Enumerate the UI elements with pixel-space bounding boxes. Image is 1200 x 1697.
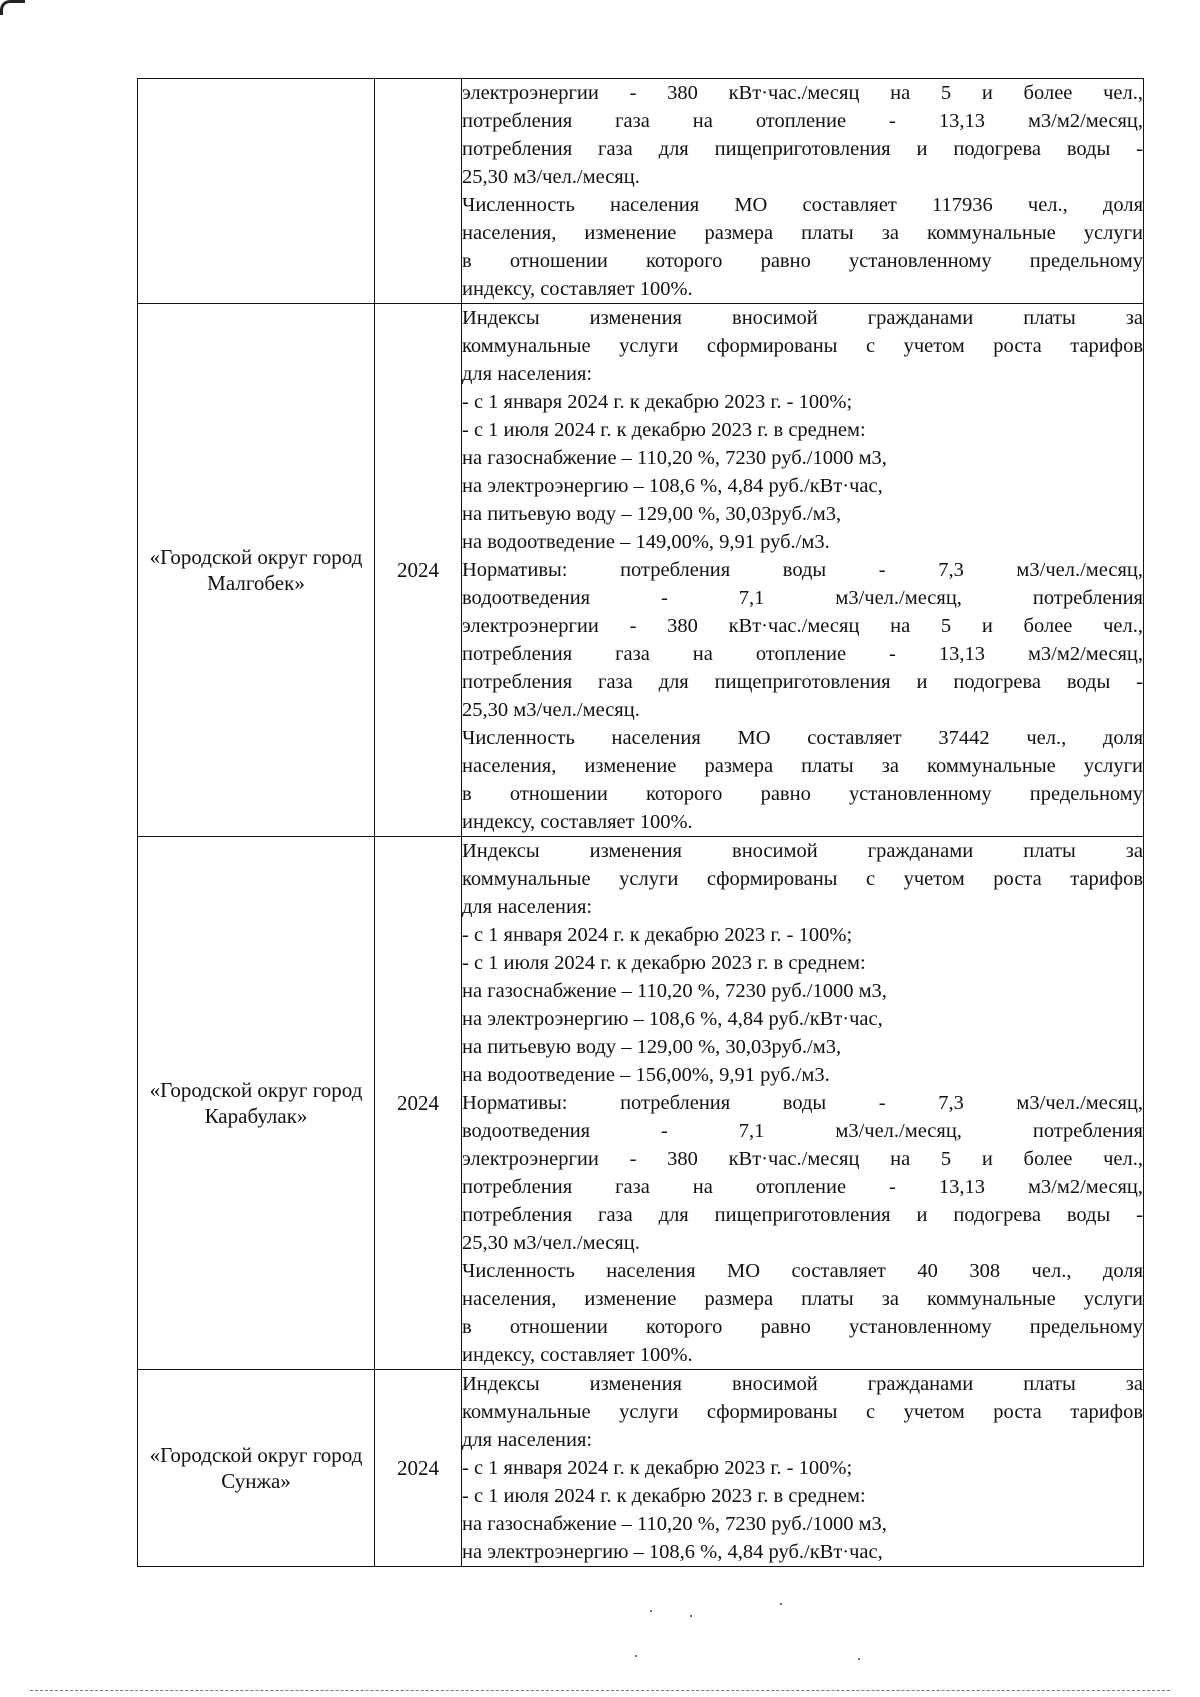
description-line: на газоснабжение – 110,20 %, 7230 руб./1000 м3, [462, 980, 887, 1002]
description-line: 25,30 м3/чел./месяц. [462, 1232, 640, 1254]
description-line: Индексы изменения вносимой гражданами платы за [462, 307, 1143, 329]
description-line: потребления газа на отопление - 13,13 м3/м2/месяц, [462, 1176, 1143, 1198]
description-line: на электроэнергию – 108,6 %, 4,84 руб./кВт·час, [462, 1008, 883, 1030]
description-line: Индексы изменения вносимой гражданами платы за [462, 1373, 1143, 1395]
description-line: на электроэнергию – 108,6 %, 4,84 руб./кВт·час, [462, 475, 883, 497]
municipality-cell [138, 79, 375, 304]
description-line: индексу, составляет 100%. [462, 811, 693, 833]
table-row [138, 304, 1144, 837]
tariff-index-table [137, 78, 1144, 1567]
description-line: электроэнергии - 380 кВт·час./месяц на 5 и более чел., [462, 615, 1143, 637]
description-line: коммунальные услуги сформированы с учетом роста тарифов [462, 1401, 1143, 1423]
description-line: Численность населения МО составляет 40 308 чел., доля [462, 1260, 1143, 1282]
description-line: для населения: [462, 363, 593, 385]
description-line: потребления газа для пищеприготовления и подогрева воды - [462, 138, 1143, 160]
scan-edge-line [30, 1690, 1170, 1691]
description-line: коммунальные услуги сформированы с учетом роста тарифов [462, 868, 1143, 890]
description-line: в отношении которого равно установленному предельному [462, 250, 1143, 272]
municipality-cell: «Городской округ город Малгобек» [138, 304, 375, 837]
description-line: индексу, составляет 100%. [462, 278, 693, 300]
municipality-cell: «Городской округ город Сунжа» [138, 1370, 375, 1567]
description-line: в отношении которого равно установленному предельному [462, 783, 1143, 805]
description-line: - с 1 июля 2024 г. к декабрю 2023 г. в среднем: [462, 419, 866, 441]
year-cell [375, 79, 462, 304]
municipality-cell: «Городской округ город Карабулак» [138, 837, 375, 1370]
table-row [138, 79, 1144, 304]
description-line: - с 1 июля 2024 г. к декабрю 2023 г. в среднем: [462, 952, 866, 974]
scan-speck [650, 1610, 652, 1612]
scan-speck [858, 1658, 860, 1660]
table-row [138, 837, 1144, 1370]
description-line: водоотведения - 7,1 м3/чел./месяц, потребления [462, 1120, 1143, 1142]
year-cell: 2024 [375, 1370, 462, 1567]
description-line: Численность населения МО составляет 117936 чел., доля [462, 194, 1143, 216]
description-line: Численность населения МО составляет 37442 чел., доля [462, 727, 1143, 749]
description-line: 25,30 м3/чел./месяц. [462, 166, 640, 188]
year-cell: 2024 [375, 304, 462, 837]
description-line: на питьевую воду – 129,00 %, 30,03руб./м3, [462, 1036, 842, 1058]
description-line: на электроэнергию – 108,6 %, 4,84 руб./кВт·час, [462, 1541, 883, 1563]
description-line: потребления газа на отопление - 13,13 м3/м2/месяц, [462, 643, 1143, 665]
description-cell [462, 1370, 1144, 1567]
description-line: 25,30 м3/чел./месяц. [462, 699, 640, 721]
description-line: на газоснабжение – 110,20 %, 7230 руб./1000 м3, [462, 1513, 887, 1535]
description-line: населения, изменение размера платы за коммунальные услуги [462, 222, 1143, 244]
scan-corner-mark [0, 0, 25, 15]
scan-speck [690, 1615, 692, 1617]
description-cell [462, 837, 1144, 1370]
description-line: - с 1 января 2024 г. к декабрю 2023 г. - 100%; [462, 391, 853, 413]
scan-speck [635, 1655, 637, 1657]
description-line: населения, изменение размера платы за коммунальные услуги [462, 755, 1143, 777]
description-line: для населения: [462, 896, 593, 918]
description-line: водоотведения - 7,1 м3/чел./месяц, потребления [462, 587, 1143, 609]
description-line: Индексы изменения вносимой гражданами платы за [462, 840, 1143, 862]
description-line: Нормативы: потребления воды - 7,3 м3/чел./месяц, [462, 1092, 1143, 1114]
description-line: коммунальные услуги сформированы с учетом роста тарифов [462, 335, 1143, 357]
description-line: населения, изменение размера платы за коммунальные услуги [462, 1288, 1143, 1310]
description-line: потребления газа на отопление - 13,13 м3/м2/месяц, [462, 110, 1143, 132]
description-line: индексу, составляет 100%. [462, 1344, 693, 1366]
description-cell [462, 304, 1144, 837]
description-line: потребления газа для пищеприготовления и подогрева воды - [462, 1204, 1143, 1226]
description-line: на водоотведение – 149,00%, 9,91 руб./м3. [462, 531, 830, 553]
description-line: в отношении которого равно установленному предельному [462, 1316, 1143, 1338]
description-line: на водоотведение – 156,00%, 9,91 руб./м3. [462, 1064, 830, 1086]
description-line: - с 1 января 2024 г. к декабрю 2023 г. - 100%; [462, 1457, 853, 1479]
description-line: для населения: [462, 1429, 593, 1451]
description-line: - с 1 января 2024 г. к декабрю 2023 г. - 100%; [462, 924, 853, 946]
description-line: электроэнергии - 380 кВт·час./месяц на 5 и более чел., [462, 1148, 1143, 1170]
description-line: - с 1 июля 2024 г. к декабрю 2023 г. в среднем: [462, 1485, 866, 1507]
description-line: на питьевую воду – 129,00 %, 30,03руб./м3, [462, 503, 842, 525]
description-line: электроэнергии - 380 кВт·час./месяц на 5 и более чел., [462, 82, 1143, 104]
year-cell: 2024 [375, 837, 462, 1370]
description-line: Нормативы: потребления воды - 7,3 м3/чел./месяц, [462, 559, 1143, 581]
description-line: потребления газа для пищеприготовления и подогрева воды - [462, 671, 1143, 693]
description-cell [462, 79, 1144, 304]
description-line: на газоснабжение – 110,20 %, 7230 руб./1000 м3, [462, 447, 887, 469]
scan-speck [780, 1603, 782, 1605]
table-row [138, 1370, 1144, 1567]
